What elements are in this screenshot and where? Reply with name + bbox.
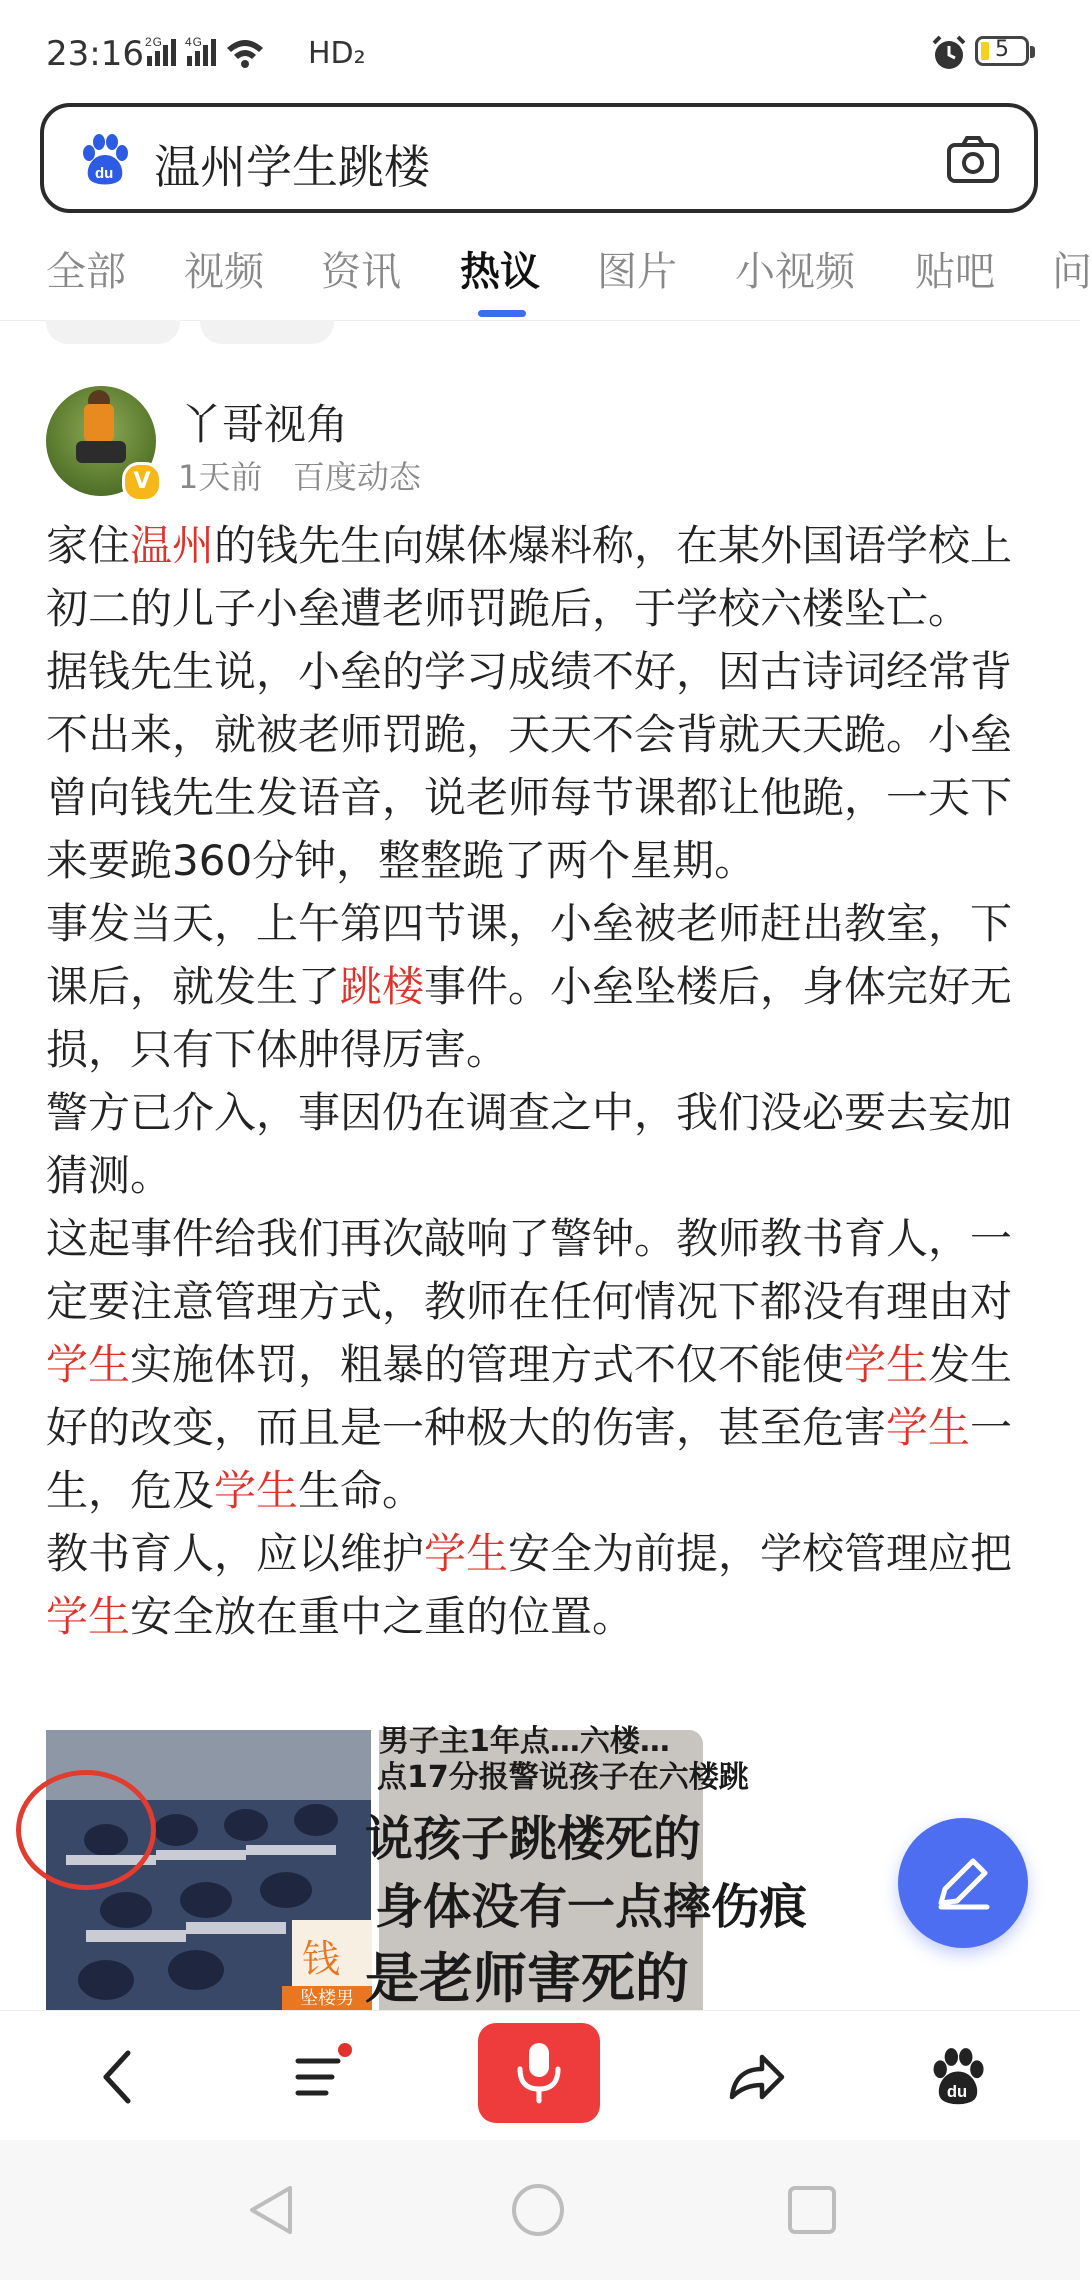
- svg-text:du: du: [95, 165, 114, 182]
- clock: 23:16: [46, 34, 144, 74]
- pencil-icon: [931, 1851, 995, 1915]
- system-nav-bar: [0, 2140, 1080, 2280]
- post-paragraph: [46, 892, 1046, 1081]
- highlighted-keyword: 跳楼: [340, 962, 425, 1011]
- nav-back-icon[interactable]: [244, 2182, 300, 2238]
- image-badge: 钱: [292, 1920, 372, 1990]
- highlighted-keyword: 学生: [46, 1592, 131, 1641]
- voice-search-button[interactable]: [478, 2023, 600, 2123]
- post-meta: [178, 452, 421, 498]
- highlighted-keyword: 学生: [424, 1529, 509, 1578]
- battery-level: 5: [995, 37, 1009, 62]
- baidu-paw-icon[interactable]: [928, 2047, 988, 2107]
- text-segment: 一生，危及: [46, 1403, 1013, 1515]
- share-icon[interactable]: [726, 2047, 786, 2107]
- text-segment: 的钱先生向媒体爆料称，在某外国语学校上初二的儿子小垒遭老师罚跪后，于学校六楼坠亡。: [46, 521, 1013, 633]
- filter-chips: [0, 320, 1080, 344]
- search-input[interactable]: 温州学生跳楼: [154, 140, 430, 194]
- text-segment: 发生好的改变，而且是一种极大的伤害，甚至危害: [46, 1340, 1013, 1452]
- baidu-paw-icon: [78, 133, 132, 187]
- text-segment: 安全为前提，学校管理应把: [508, 1529, 1013, 1578]
- result-tabs: [0, 230, 1092, 321]
- text-segment: 教书育人，应以维护: [46, 1529, 425, 1578]
- text-segment: 这起事件给我们再次敲响了警钟。教师教书育人，一定要注意管理方式，教师在任何情况下都没有理由对: [46, 1214, 1013, 1326]
- nav-recents-icon[interactable]: [784, 2182, 840, 2238]
- alarm-icon: [930, 34, 968, 81]
- post-body: [46, 514, 1046, 1648]
- tab-questions[interactable]: 问: [1052, 249, 1092, 295]
- filter-chip[interactable]: [200, 320, 334, 344]
- post-paragraph: [46, 514, 1046, 640]
- highlighted-keyword: 学生: [214, 1466, 299, 1515]
- svg-text:2G: 2G: [145, 35, 164, 49]
- text-segment: 安全放在重中之重的位置。: [130, 1592, 635, 1641]
- text-segment: 生命。: [298, 1466, 425, 1515]
- signal-icon: [145, 34, 295, 75]
- verified-badge-icon: V: [122, 462, 162, 502]
- tab-video[interactable]: 视频: [184, 249, 264, 295]
- tab-tieba[interactable]: 贴吧: [915, 249, 995, 295]
- back-icon[interactable]: [90, 2047, 150, 2107]
- tab-discussion[interactable]: 热议: [460, 249, 540, 295]
- tab-images[interactable]: 图片: [597, 249, 677, 295]
- highlighted-keyword: 学生: [844, 1340, 929, 1389]
- tab-news[interactable]: 资讯: [321, 249, 401, 295]
- highlighted-keyword: 学生: [46, 1340, 131, 1389]
- text-segment: 家住: [46, 521, 131, 570]
- hd-indicator: HD₂: [308, 36, 366, 71]
- microphone-icon: [515, 2041, 563, 2105]
- bottom-toolbar: [0, 2010, 1080, 2141]
- post-paragraph: [46, 1081, 1046, 1207]
- battery-icon: [975, 36, 1029, 66]
- tab-short-video[interactable]: 小视频: [735, 249, 855, 295]
- post-source: 百度动态: [292, 458, 421, 496]
- text-segment: 事件。小垒坠楼后，身体完好无损，只有下体肿得厉害。: [46, 962, 1013, 1074]
- filter-chip[interactable]: [46, 320, 180, 344]
- status-bar: [0, 0, 1080, 100]
- highlighted-keyword: 温州: [130, 521, 215, 570]
- active-tab-indicator: [478, 310, 526, 317]
- image-caption: 坠楼男: [282, 1986, 372, 2012]
- tab-all[interactable]: 全部: [46, 249, 126, 295]
- author-name[interactable]: 丫哥视角: [180, 400, 349, 449]
- svg-text:du: du: [946, 2082, 968, 2101]
- search-bar[interactable]: [40, 103, 1038, 213]
- post-paragraph: [46, 1207, 1046, 1522]
- post-paragraph: [46, 640, 1046, 892]
- post-image-classroom[interactable]: [46, 1730, 371, 2010]
- svg-text:4G: 4G: [185, 35, 204, 49]
- nav-home-icon[interactable]: [510, 2182, 566, 2238]
- post-paragraph: [46, 1522, 1046, 1648]
- camera-icon[interactable]: [946, 135, 1000, 185]
- text-segment: 警方已介入，事因仍在调查之中，我们没必要去妄加猜测。: [46, 1088, 1013, 1200]
- text-segment: 实施体罚，粗暴的管理方式不仅不能使: [130, 1340, 845, 1389]
- highlight-circle: [16, 1770, 156, 1890]
- text-segment: 事发当天，上午第四节课，小垒被老师赶出教室，下课后，就发生了: [46, 899, 1013, 1011]
- highlighted-keyword: 学生: [886, 1403, 971, 1452]
- compose-button[interactable]: [898, 1818, 1028, 1948]
- text-segment: 据钱先生说，小垒的学习成绩不好，因古诗词经常背不出来，就被老师罚跪，天天不会背就天天跪。小垒曾向钱先生发语音，说老师每节课都让他跪，一天下来要跪360分钟，整整跪了两个星期。: [46, 647, 1013, 885]
- post-image-text[interactable]: 男子主1年点…六楼… 点17分报警说孩子在六楼跳 说孩子跳楼死的 身体没有一点摔伤痕 是老师害死的: [365, 1724, 808, 2010]
- post-time: 1天前: [178, 458, 263, 496]
- notification-dot: [338, 2043, 352, 2057]
